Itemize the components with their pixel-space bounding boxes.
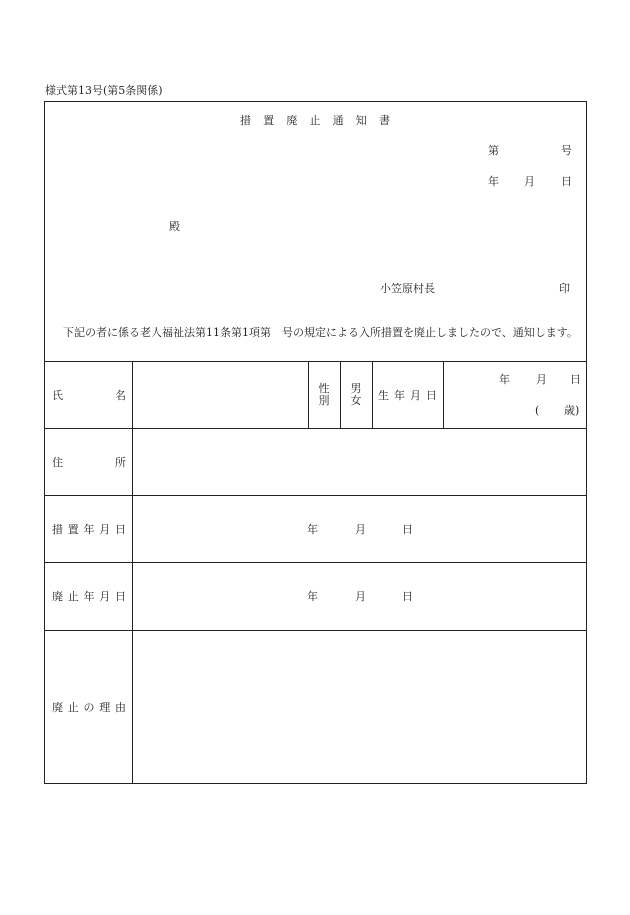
name-label: 氏 名 xyxy=(52,389,126,402)
table-rule xyxy=(44,562,587,563)
address-label: 住 所 xyxy=(52,456,126,469)
notice-body-text: 下記の者に係る老人福祉法第11条第1項第 号の規定による入所措置を廃止しましたので、通知します。 xyxy=(63,326,578,339)
issue-date-day: 日 xyxy=(561,175,572,188)
age-unit: 歳) xyxy=(564,404,580,417)
abolition-date-day: 日 xyxy=(402,590,413,603)
birthdate-year: 年 xyxy=(499,373,510,386)
table-rule xyxy=(44,428,587,429)
measure-date-day: 日 xyxy=(402,523,413,536)
doc-number-suffix: 号 xyxy=(561,144,572,157)
notice-form-frame xyxy=(44,101,587,784)
table-rule xyxy=(44,495,587,496)
birthdate-label: 生 年 月 日 xyxy=(378,389,437,402)
birthdate-month: 月 xyxy=(536,373,547,386)
label-column-rule xyxy=(132,361,133,784)
table-rule xyxy=(44,630,587,631)
form-number-label: 様式第13号(第5条関係) xyxy=(45,84,163,97)
issue-date-month: 月 xyxy=(524,175,535,188)
table-column-rule xyxy=(308,361,309,428)
abolition-date-label: 廃 止 年 月 日 xyxy=(52,590,126,603)
table-top-rule xyxy=(44,361,587,362)
table-column-rule xyxy=(443,361,444,428)
seal-mark: 印 xyxy=(559,282,570,295)
abolition-reason-label: 廃 止 の 理 由 xyxy=(52,701,126,714)
addressee-suffix: 殿 xyxy=(169,220,180,233)
sex-label: 性 別 xyxy=(318,382,330,407)
sex-options: 男 女 xyxy=(350,382,362,407)
birthdate-day: 日 xyxy=(570,373,581,386)
table-column-rule xyxy=(340,361,341,428)
abolition-date-month: 月 xyxy=(355,590,366,603)
document-title: 措 置 廃 止 通 知 書 xyxy=(240,114,390,127)
issue-date-year: 年 xyxy=(488,175,499,188)
issuer-name: 小笠原村長 xyxy=(380,282,435,295)
table-column-rule xyxy=(372,361,373,428)
age-open-paren: ( xyxy=(535,404,540,417)
doc-number-prefix: 第 xyxy=(488,144,499,157)
abolition-date-year: 年 xyxy=(307,590,318,603)
measure-date-label: 措 置 年 月 日 xyxy=(52,523,126,536)
measure-date-month: 月 xyxy=(355,523,366,536)
measure-date-year: 年 xyxy=(307,523,318,536)
